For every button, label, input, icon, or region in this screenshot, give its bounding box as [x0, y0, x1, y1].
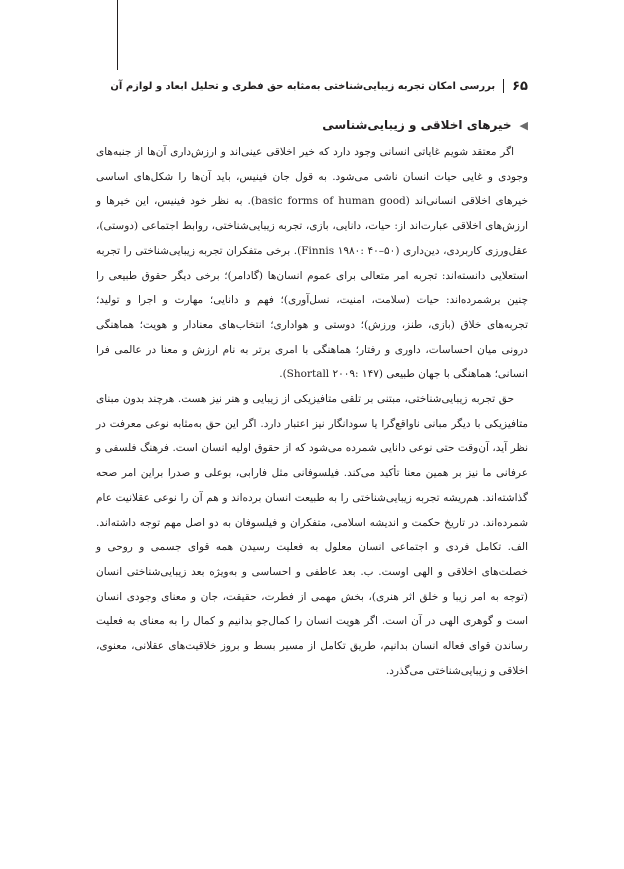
- running-title: بررسی امکان تجربه زیبایی‌شناختی به‌مثابه حق فطری و تحلیل ابعاد و لوازم آن: [110, 80, 496, 92]
- triangle-bullet-icon: ◀: [519, 118, 528, 132]
- section-heading-row: [96, 118, 528, 132]
- margin-rule: [117, 0, 118, 70]
- paragraph-2: حق تجربه زیبایی‌شناختی، مبتنی بر تلقی متافیزیکی از زیبایی و هنر نیز هست. هرچند بدون مبنای متافیزیکی با دیگر مبانی ناواقع‌گرا یا سودانگار نیز اعتبار دارد. اگر این حق به‌مثابه نوعی معرفت در نظر آید، آن‌وقت حتی نوعی دانایی شمرده می‌شود که از حقوق اولیه انسان است. فرهنگ فلسفی و عرفانی ما نیز بر همین معنا تأکید می‌کند. فیلسوفانی مثل فارابی، بوعلی و صدرا براین امر صحه گذاشته‌اند. هم‌ریشه تجربه زیبایی‌شناختی را به طبیعت انسان برده‌اند و هم آن را نوعی عقلانیت عام شمرده‌اند. در تاریخ حکمت و اندیشه اسلامی، متفکران و فیلسوفان به دو اصل مهم توجه داشته‌اند. الف. تکامل فردی و اجتماعی انسان معلول به فعلیت رسیدن همه قوای جسمی و روحی و خصلت‌های اخلاقی و الهی اوست. ب. بعد عاطفی و احساسی و به‌ویژه بعد زیبایی‌شناختی انسان (توجه به امر زیبا و خلق اثر هنری)، بخش مهمی از فطرت، حقیقت، جان و معنای وجودی انسان است و گوهری الهی در آن است. اگر هویت انسان را کمال‌جو بدانیم و کمال را به معنای به فعلیت رساندن قوای فعاله انسان بدانیم، طریق تکامل از مسیر بسط و بروز خلاقیت‌های عقلانی، معنوی، اخلاقی و زیبایی‌شناختی می‌گذرد.: [96, 393, 528, 677]
- paragraph-1: اگر معتقد شویم غایاتی انسانی وجود دارد که خیر اخلاقی عینی‌اند و ارزش‌داری آن‌ها از جنبه‌های وجودی و غایی حیات انسان ناشی می‌شود. به قول جان فینیس، باید آن‌ها را شکل‌های اساسی خیرهای اخلاقی انسانی‌اند (basic forms of human good). به نظر خود فینیس، این خیرها و ارزش‌های اخلاقی عبارت‌اند از: حیات، دانایی، بازی، تجربه زیبایی‌شناختی، روابط اجتماعی (دوستی)، عقل‌ورزی کاربردی، دین‌داری (Finnis ۱۹۸۰: ۴۰–۵۰). برخی متفکران تجربه زیبایی‌شناختی را تجربه استعلایی دانسته‌اند: تجربه امر متعالی برای عموم انسان‌ها (گادامر)؛ برخی دیگر حقوق طبیعی را چنین برشمرده‌اند: حیات (سلامت، امنیت، نسل‌آوری)؛ فهم و دانایی؛ مهارت و اجرا و تولید؛ تجربه‌های خلاق (بازی، طنز، ورزش)؛ دوستی و هواداری؛ انتخاب‌های معنادار و هویت؛ هماهنگی درونی میان احساسات، داوری و رفتار؛ هماهنگی با امری برتر به نام ارزش و معنا در عالمی فرا انسانی؛ هماهنگی با جهان طبیعی (Shortall ۲۰۰۹: ۱۴۷).: [96, 146, 529, 381]
- running-header: [96, 76, 528, 96]
- section-heading: خیرهای اخلاقی و زیبایی‌شناسی: [322, 118, 512, 132]
- body-text: [96, 140, 528, 683]
- page-number: ۶۵: [512, 78, 528, 94]
- header-separator: [503, 79, 504, 93]
